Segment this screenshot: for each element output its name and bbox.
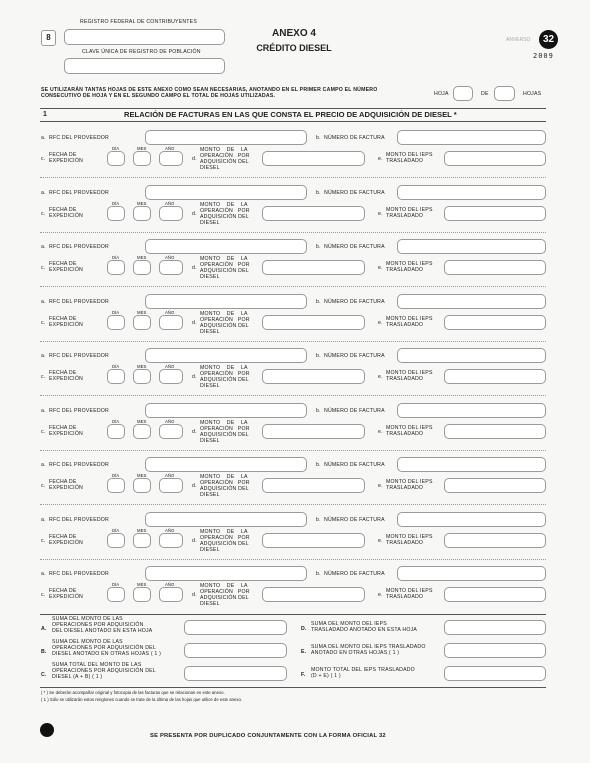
rfc-input[interactable] <box>64 29 225 45</box>
invoice-entry <box>0 456 590 511</box>
ieps-label-2: TRASLADADO <box>386 158 424 164</box>
monto-label-2: OPERACIÓN POR <box>200 480 250 486</box>
totals-bottom-rule <box>40 687 546 688</box>
total-a-text-1: SUMA DEL MONTO DE LAS <box>52 616 123 622</box>
rfc-proveedor-input[interactable] <box>145 566 307 581</box>
dia-input[interactable] <box>107 587 125 602</box>
anio-label: AÑO <box>165 418 175 424</box>
ieps-label-2: TRASLADADO <box>386 539 424 546</box>
monto-letter: d. <box>192 319 197 326</box>
total-e-input[interactable] <box>444 643 546 658</box>
fecha-label-1: FECHA DE <box>49 370 77 376</box>
numero-factura-label: NÚMERO DE FACTURA <box>324 407 385 414</box>
numero-factura-input[interactable] <box>397 294 546 309</box>
numero-factura-label: NÚMERO DE FACTURA <box>324 244 385 250</box>
mes-label: MES <box>137 146 147 151</box>
dia-input[interactable] <box>107 315 125 330</box>
monto-label-3: ADQUISICIÓN DEL <box>200 268 249 274</box>
ieps-label-1: MONTO DEL IEPS <box>386 370 433 376</box>
side-label: ANVERSO <box>506 37 531 43</box>
fecha-label-1: FECHA DE <box>49 206 77 213</box>
rfc-proveedor-letter: a. <box>41 571 46 577</box>
mes-label: MES <box>137 200 147 206</box>
monto-label-2: OPERACIÓN POR <box>200 589 250 595</box>
fecha-label-2: EXPEDICIÓN <box>49 539 83 546</box>
dia-input[interactable] <box>107 260 125 275</box>
total-d-text-2: TRASLADADO ANOTADO EN ESTA HOJA <box>311 627 418 633</box>
ieps-label-1: MONTO DEL IEPS <box>386 206 433 213</box>
dia-label: DÍA <box>112 146 120 151</box>
entry-divider <box>40 286 546 287</box>
fecha-letter: c. <box>41 265 46 271</box>
entry-divider <box>40 177 546 178</box>
fecha-label-1: FECHA DE <box>49 261 77 267</box>
anio-input[interactable] <box>159 478 183 493</box>
dia-input[interactable] <box>107 206 125 221</box>
numero-factura-letter: b. <box>316 298 321 305</box>
registration-mark <box>40 723 54 737</box>
dia-input[interactable] <box>107 424 125 439</box>
monto-label-1: MONTO DE LA <box>200 474 248 480</box>
monto-operacion-input[interactable] <box>262 369 365 384</box>
ieps-label-2: TRASLADADO <box>386 212 424 219</box>
total-b-letter: B. <box>41 649 47 655</box>
ieps-label-1: MONTO DEL IEPS <box>386 424 433 431</box>
mes-input[interactable] <box>133 151 151 166</box>
anio-label: AÑO <box>165 527 175 533</box>
monto-label-4: DIESEL <box>200 165 220 171</box>
dia-label: DÍA <box>112 255 120 260</box>
total-f-text-1: MONTO TOTAL DEL IEPS TRASLADADO <box>311 667 415 673</box>
ieps-label-2: TRASLADADO <box>386 485 424 491</box>
entry-divider <box>40 341 546 342</box>
numero-factura-input[interactable] <box>397 185 546 200</box>
dia-label: DÍA <box>112 582 120 587</box>
fecha-label-1: FECHA DE <box>49 588 77 594</box>
monto-letter: d. <box>192 483 197 489</box>
numero-factura-letter: b. <box>316 407 321 414</box>
numero-factura-input[interactable] <box>397 457 546 472</box>
mes-label: MES <box>137 582 147 587</box>
rfc-proveedor-input[interactable] <box>145 185 307 200</box>
ieps-letter: e. <box>378 210 383 217</box>
monto-label-4: DIESEL <box>200 437 220 444</box>
ieps-letter: e. <box>378 374 383 380</box>
annex-number: 8 <box>46 33 51 42</box>
monto-label-1: MONTO DE LA <box>200 583 248 589</box>
ieps-letter: e. <box>378 156 383 162</box>
anio-label: AÑO <box>165 255 175 260</box>
monto-label-1: MONTO DE LA <box>200 310 248 317</box>
monto-label-1: MONTO DE LA <box>200 147 248 153</box>
total-hojas-input[interactable] <box>494 86 515 101</box>
ieps-letter: e. <box>378 428 383 435</box>
instructions-line2: CONSECUTIVO DE HOJA Y EN EL SEGUNDO CAMPO EL TOTAL DE HOJAS UTILIZADAS. <box>41 93 276 99</box>
monto-label-4: DIESEL <box>200 219 220 226</box>
total-f-text-2: (D + E) ( 1 ) <box>311 673 341 679</box>
monto-ieps-input[interactable] <box>444 478 546 493</box>
numero-factura-label: NÚMERO DE FACTURA <box>324 462 385 468</box>
monto-label-3: ADQUISICIÓN DEL <box>200 159 249 165</box>
numero-factura-input[interactable] <box>397 239 546 254</box>
monto-label-4: DIESEL <box>200 328 220 335</box>
mes-input[interactable] <box>133 478 151 493</box>
monto-label-4: DIESEL <box>200 274 220 280</box>
dia-input[interactable] <box>107 369 125 384</box>
monto-label-3: ADQUISICIÓN DEL <box>200 431 249 438</box>
monto-ieps-input[interactable] <box>444 533 546 548</box>
monto-letter: d. <box>192 374 197 380</box>
entry-divider <box>40 504 546 505</box>
invoice-entry <box>0 565 590 620</box>
rfc-proveedor-label: RFC DEL PROVEEDOR <box>49 244 109 250</box>
entry-divider <box>40 559 546 560</box>
dia-input[interactable] <box>107 533 125 548</box>
rfc-proveedor-label: RFC DEL PROVEEDOR <box>49 189 109 196</box>
monto-operacion-input[interactable] <box>262 424 365 439</box>
mes-label: MES <box>137 473 147 478</box>
monto-label-2: OPERACIÓN POR <box>200 262 250 268</box>
total-a-input[interactable] <box>184 620 287 635</box>
de-label: DE <box>481 91 489 97</box>
mes-input[interactable] <box>133 587 151 602</box>
mes-label: MES <box>137 364 147 369</box>
monto-label-1: MONTO DE LA <box>200 419 248 426</box>
numero-factura-label: NÚMERO DE FACTURA <box>324 298 385 305</box>
ieps-letter: e. <box>378 537 383 544</box>
fecha-label-1: FECHA DE <box>49 315 77 322</box>
mes-input[interactable] <box>133 424 151 439</box>
monto-operacion-input[interactable] <box>262 315 365 330</box>
total-a-letter: A. <box>41 626 47 632</box>
numero-factura-label: NÚMERO DE FACTURA <box>324 516 385 523</box>
numero-factura-input[interactable] <box>397 566 546 581</box>
monto-label-3: ADQUISICIÓN DEL <box>200 486 249 492</box>
total-c-text-1: SUMA TOTAL DEL MONTO DE LAS <box>52 662 142 668</box>
total-d-letter: D. <box>301 626 307 632</box>
section-top-rule <box>40 108 546 109</box>
ieps-letter: e. <box>378 265 383 271</box>
rfc-proveedor-letter: a. <box>41 462 46 468</box>
entry-divider <box>40 395 546 396</box>
numero-factura-letter: b. <box>316 135 321 141</box>
monto-letter: d. <box>192 537 197 544</box>
rfc-proveedor-label: RFC DEL PROVEEDOR <box>49 516 109 523</box>
numero-factura-letter: b. <box>316 462 321 468</box>
ieps-label-1: MONTO DEL IEPS <box>386 588 433 594</box>
ieps-label-1: MONTO DEL IEPS <box>386 533 433 540</box>
total-c-input[interactable] <box>184 666 287 681</box>
fecha-letter: c. <box>41 210 46 217</box>
monto-label-3: ADQUISICIÓN DEL <box>200 213 249 220</box>
fecha-label-1: FECHA DE <box>49 479 77 485</box>
monto-ieps-input[interactable] <box>444 424 546 439</box>
note-asterisk: ( * ) Se deberán acompañar original y fotocopia de las facturas que se relacionan en este anexo. <box>41 690 225 695</box>
monto-ieps-input[interactable] <box>444 151 546 166</box>
fecha-letter: c. <box>41 537 46 544</box>
dia-label: DÍA <box>112 309 120 315</box>
anio-input[interactable] <box>159 151 183 166</box>
anio-input[interactable] <box>159 260 183 275</box>
monto-label-2: OPERACIÓN POR <box>200 534 250 541</box>
ieps-label-1: MONTO DEL IEPS <box>386 152 433 158</box>
numero-factura-letter: b. <box>316 571 321 577</box>
monto-label-2: OPERACIÓN POR <box>200 207 250 214</box>
monto-letter: d. <box>192 428 197 435</box>
monto-operacion-input[interactable] <box>262 260 365 275</box>
fecha-letter: c. <box>41 483 46 489</box>
fecha-label-2: EXPEDICIÓN <box>49 267 83 273</box>
fecha-label-2: EXPEDICIÓN <box>49 594 83 600</box>
monto-operacion-input[interactable] <box>262 151 365 166</box>
anio-label: AÑO <box>165 146 175 151</box>
instructions-line1: SE UTILIZARÁN TANTAS HOJAS DE ESTE ANEXO COMO SEAN NECESARIAS, ANOTANDO EN EL PRIMER CAMPO EL NÚMERO <box>41 87 378 93</box>
rfc-proveedor-letter: a. <box>41 189 46 196</box>
ieps-letter: e. <box>378 483 383 489</box>
anio-input[interactable] <box>159 587 183 602</box>
ieps-label-2: TRASLADADO <box>386 594 424 600</box>
fecha-label-2: EXPEDICIÓN <box>49 321 83 328</box>
fecha-letter: c. <box>41 428 46 435</box>
total-b-text-1: SUMA DEL MONTO DE LAS <box>52 639 123 645</box>
anio-input[interactable] <box>159 424 183 439</box>
ieps-letter: e. <box>378 319 383 326</box>
ieps-label-2: TRASLADADO <box>386 267 424 273</box>
rfc-proveedor-input[interactable] <box>145 457 307 472</box>
anio-label: AÑO <box>165 473 175 478</box>
invoice-entry <box>0 511 590 566</box>
monto-label-2: OPERACIÓN POR <box>200 316 250 323</box>
fecha-label-1: FECHA DE <box>49 533 77 540</box>
monto-label-3: ADQUISICIÓN DEL <box>200 540 249 547</box>
mes-label: MES <box>137 309 147 315</box>
rfc-proveedor-letter: a. <box>41 516 46 523</box>
monto-operacion-input[interactable] <box>262 206 365 221</box>
dia-input[interactable] <box>107 478 125 493</box>
numero-factura-label: NÚMERO DE FACTURA <box>324 571 385 577</box>
total-e-text-2: ANOTADO EN OTRAS HOJAS ( 1 ) <box>311 650 400 656</box>
rfc-proveedor-input[interactable] <box>145 130 307 145</box>
rfc-proveedor-letter: a. <box>41 407 46 414</box>
rfc-proveedor-input[interactable] <box>145 512 307 527</box>
total-c-text-3: DIESEL (A + B) ( 1 ) <box>52 674 103 680</box>
annex-title: ANEXO 4 <box>272 28 316 39</box>
dia-label: DÍA <box>112 200 120 206</box>
fecha-label-2: EXPEDICIÓN <box>49 430 83 437</box>
invoice-entry <box>0 402 590 457</box>
fecha-letter: c. <box>41 319 46 326</box>
invoice-entry <box>0 293 590 348</box>
monto-label-2: OPERACIÓN POR <box>200 371 250 377</box>
rfc-proveedor-label: RFC DEL PROVEEDOR <box>49 353 109 359</box>
anio-input[interactable] <box>159 206 183 221</box>
total-f-letter: F. <box>301 672 306 678</box>
numero-factura-input[interactable] <box>397 403 546 418</box>
mes-input[interactable] <box>133 260 151 275</box>
rfc-proveedor-input[interactable] <box>145 403 307 418</box>
numero-factura-label: NÚMERO DE FACTURA <box>324 135 385 141</box>
mes-label: MES <box>137 527 147 533</box>
fecha-label-2: EXPEDICIÓN <box>49 485 83 491</box>
monto-letter: d. <box>192 210 197 217</box>
monto-letter: d. <box>192 156 197 162</box>
anio-input[interactable] <box>159 315 183 330</box>
numero-factura-label: NÚMERO DE FACTURA <box>324 189 385 196</box>
invoice-entry <box>0 129 590 184</box>
total-e-letter: E. <box>301 649 307 655</box>
total-b-text-2: OPERACIONES POR ADQUISICIÓN DEL <box>52 645 156 651</box>
rfc-proveedor-letter: a. <box>41 244 46 250</box>
anio-input[interactable] <box>159 533 183 548</box>
monto-label-1: MONTO DE LA <box>200 528 248 535</box>
numero-factura-input[interactable] <box>397 512 546 527</box>
monto-label-1: MONTO DE LA <box>200 256 248 262</box>
anio-label: AÑO <box>165 309 175 315</box>
ieps-label-2: TRASLADADO <box>386 321 424 328</box>
fecha-letter: c. <box>41 374 46 380</box>
monto-operacion-input[interactable] <box>262 587 365 602</box>
anio-input[interactable] <box>159 369 183 384</box>
monto-label-4: DIESEL <box>200 601 220 607</box>
rfc-proveedor-letter: a. <box>41 353 46 359</box>
fecha-label-2: EXPEDICIÓN <box>49 376 83 382</box>
rfc-proveedor-label: RFC DEL PROVEEDOR <box>49 571 109 577</box>
monto-label-4: DIESEL <box>200 546 220 553</box>
ieps-label-1: MONTO DEL IEPS <box>386 315 433 322</box>
monto-label-1: MONTO DE LA <box>200 365 248 371</box>
rfc-proveedor-label: RFC DEL PROVEEDOR <box>49 407 109 414</box>
curp-input[interactable] <box>64 58 225 74</box>
monto-label-2: OPERACIÓN POR <box>200 153 250 159</box>
numero-factura-letter: b. <box>316 244 321 250</box>
monto-label-3: ADQUISICIÓN DEL <box>200 322 249 329</box>
rfc-proveedor-input[interactable] <box>145 348 307 363</box>
total-c-text-2: OPERACIONES POR ADQUISICIÓN DEL <box>52 668 156 674</box>
monto-label-2: OPERACIÓN POR <box>200 425 250 432</box>
dia-label: DÍA <box>112 473 120 478</box>
hoja-input[interactable] <box>453 86 473 101</box>
dia-label: DÍA <box>112 418 120 424</box>
note-one: ( 1 ) Sólo se utilizarán estos renglones cuando se trate de la última de las hojas que utilice de este anexo. <box>41 697 243 702</box>
dia-input[interactable] <box>107 151 125 166</box>
numero-factura-letter: b. <box>316 353 321 359</box>
mes-label: MES <box>137 255 147 260</box>
monto-ieps-input[interactable] <box>444 369 546 384</box>
ieps-label-1: MONTO DEL IEPS <box>386 261 433 267</box>
hoja-label: HOJA <box>434 91 449 97</box>
hojas-label: HOJAS <box>523 91 542 97</box>
numero-factura-input[interactable] <box>397 130 546 145</box>
mes-label: MES <box>137 418 147 424</box>
form-year: 2009 <box>533 52 554 60</box>
totals-top-rule <box>40 614 546 615</box>
invoice-entry <box>0 184 590 239</box>
total-b-text-3: DIESEL ANOTADO EN OTRAS HOJAS ( 1 ) <box>52 651 162 657</box>
monto-letter: d. <box>192 592 197 598</box>
total-f-input[interactable] <box>444 666 546 681</box>
rfc-proveedor-input[interactable] <box>145 294 307 309</box>
monto-ieps-input[interactable] <box>444 315 546 330</box>
fecha-label-1: FECHA DE <box>49 424 77 431</box>
monto-operacion-input[interactable] <box>262 478 365 493</box>
numero-factura-letter: b. <box>316 189 321 196</box>
total-e-text-1: SUMA DEL MONTO DEL IEPS TRASLADADO <box>311 644 426 650</box>
fecha-label-1: FECHA DE <box>49 152 77 158</box>
fecha-label-2: EXPEDICIÓN <box>49 212 83 219</box>
entry-divider <box>40 232 546 233</box>
monto-label-1: MONTO DE LA <box>200 201 248 208</box>
rfc-proveedor-input[interactable] <box>145 239 307 254</box>
anio-label: AÑO <box>165 582 175 587</box>
dia-label: DÍA <box>112 364 120 369</box>
dia-label: DÍA <box>112 527 120 533</box>
monto-ieps-input[interactable] <box>444 206 546 221</box>
invoice-entry <box>0 347 590 402</box>
monto-label-4: DIESEL <box>200 492 220 498</box>
anio-label: AÑO <box>165 364 175 369</box>
fecha-letter: c. <box>41 156 46 162</box>
rfc-label: REGISTRO FEDERAL DE CONTRIBUYENTES <box>80 19 198 25</box>
monto-letter: d. <box>192 265 197 271</box>
curp-label: CLAVE ÚNICA DE REGISTRO DE POBLACIÓN <box>82 49 201 55</box>
numero-factura-input[interactable] <box>397 348 546 363</box>
total-d-input[interactable] <box>444 620 546 635</box>
total-b-input[interactable] <box>184 643 287 658</box>
monto-ieps-input[interactable] <box>444 587 546 602</box>
ieps-label-2: TRASLADADO <box>386 430 424 437</box>
form-number: 32 <box>542 34 555 45</box>
numero-factura-label: NÚMERO DE FACTURA <box>324 353 385 359</box>
monto-label-3: ADQUISICIÓN DEL <box>200 377 249 383</box>
anio-label: AÑO <box>165 200 175 206</box>
mes-input[interactable] <box>133 369 151 384</box>
rfc-proveedor-label: RFC DEL PROVEEDOR <box>49 135 109 141</box>
monto-label-4: DIESEL <box>200 383 220 389</box>
annex-subtitle: CRÉDITO DIESEL <box>256 43 332 53</box>
mes-input[interactable] <box>133 533 151 548</box>
total-d-text-1: SUMA DEL MONTO DEL IEPS <box>311 621 387 627</box>
mes-input[interactable] <box>133 206 151 221</box>
ieps-label-2: TRASLADADO <box>386 376 424 382</box>
rfc-proveedor-label: RFC DEL PROVEEDOR <box>49 298 109 305</box>
ieps-letter: e. <box>378 592 383 598</box>
form-number-badge <box>539 30 558 49</box>
entry-divider <box>40 450 546 451</box>
total-c-letter: C. <box>41 672 47 678</box>
total-a-text-3: DEL DIESEL ANOTADO EN ESTA HOJA <box>52 628 153 634</box>
fecha-letter: c. <box>41 592 46 598</box>
ieps-label-1: MONTO DEL IEPS <box>386 479 433 485</box>
monto-ieps-input[interactable] <box>444 260 546 275</box>
rfc-proveedor-letter: a. <box>41 135 46 141</box>
section-title: RELACIÓN DE FACTURAS EN LAS QUE CONSTA EL PRECIO DE ADQUISICIÓN DE DIESEL * <box>124 110 457 119</box>
section-bottom-rule <box>40 121 546 122</box>
numero-factura-letter: b. <box>316 516 321 523</box>
monto-operacion-input[interactable] <box>262 533 365 548</box>
rfc-proveedor-letter: a. <box>41 298 46 305</box>
rfc-proveedor-label: RFC DEL PROVEEDOR <box>49 462 109 468</box>
section-number: 1 <box>43 111 47 118</box>
mes-input[interactable] <box>133 315 151 330</box>
footer-text: SE PRESENTA POR DUPLICADO CONJUNTAMENTE CON LA FORMA OFICIAL 32 <box>150 733 386 739</box>
fecha-label-2: EXPEDICIÓN <box>49 158 83 164</box>
total-a-text-2: OPERACIONES POR ADQUISICIÓN <box>52 622 144 628</box>
monto-label-3: ADQUISICIÓN DEL <box>200 595 249 601</box>
invoice-entry <box>0 238 590 293</box>
